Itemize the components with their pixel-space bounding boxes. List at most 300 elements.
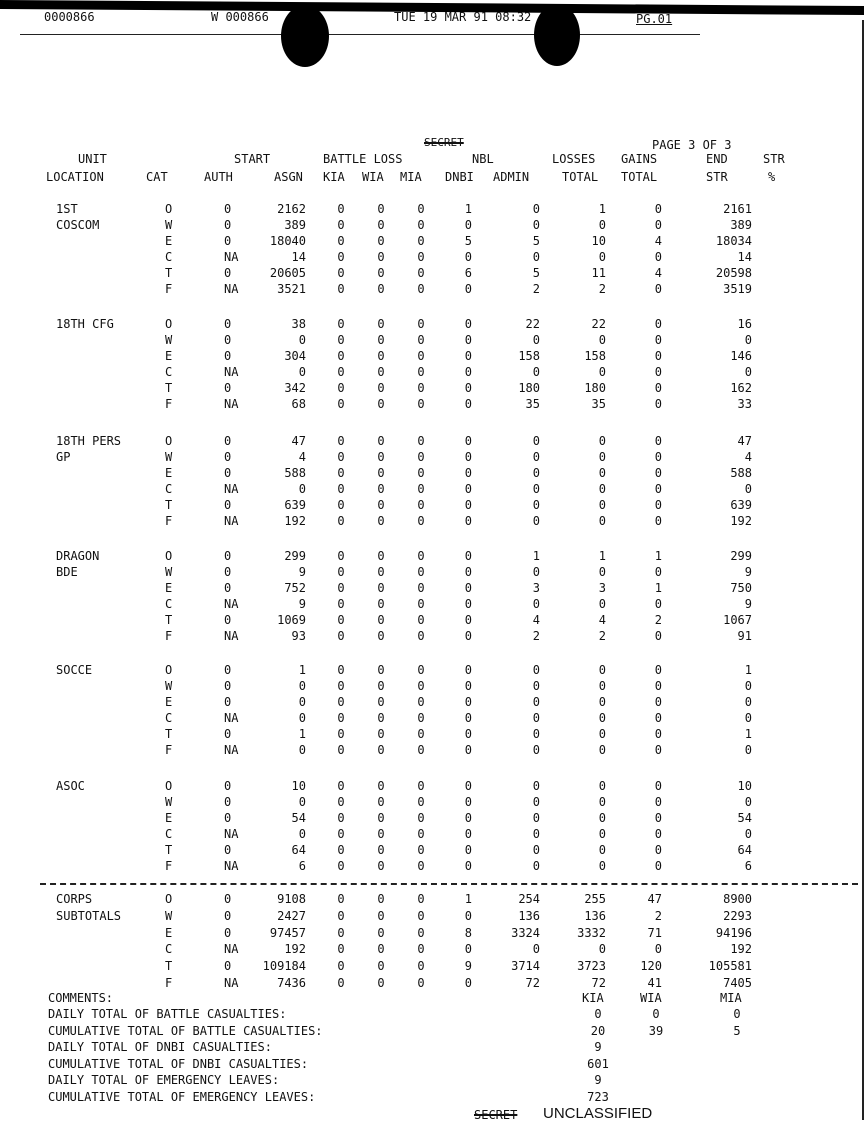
cell-asgn: 639 [284,498,306,512]
col-kia: KIA [323,170,345,184]
table-row [0,234,864,250]
cell-admin: 0 [532,250,540,264]
cell-wia: 0 [377,908,385,923]
cell-wia: 0 [377,434,385,448]
subtotal-divider [40,883,858,885]
cell-asgn: 0 [298,679,306,693]
cell-end-str: 3519 [723,282,752,296]
cell-gains-total: 0 [654,743,662,757]
cell-end-str: 7405 [723,976,752,990]
cell-mia: 0 [417,695,425,709]
comment-value-wia: 39 [648,1023,664,1038]
cell-dnbi: 0 [464,349,472,363]
cell-losses-total: 0 [598,450,606,464]
comment-value-kia: 723 [587,1089,609,1104]
cell-mia: 0 [417,629,425,643]
col-str-pct: % [768,170,776,184]
cell-dnbi: 0 [464,629,472,643]
cell-wia: 0 [377,397,385,411]
cell-wia: 0 [377,827,385,841]
cell-admin: 5 [532,266,540,280]
cell-dnbi: 0 [464,711,472,725]
comment-line-label: CUMULATIVE TOTAL OF DNBI CASUALTIES: [48,1056,309,1071]
cell-kia: 0 [337,613,345,627]
comment-line-label: CUMULATIVE TOTAL OF EMERGENCY LEAVES: [48,1089,316,1104]
cell-auth: NA [224,282,239,296]
cell-wia: 0 [377,727,385,741]
cell-gains-total: 0 [654,514,662,528]
cell-admin: 2 [532,282,540,296]
cell-mia: 0 [417,679,425,693]
cell-admin: 0 [532,434,540,448]
cell-asgn: 9108 [277,892,306,906]
cell-losses-total: 3 [598,581,606,595]
cell-cat: T [165,843,173,857]
cell-kia: 0 [337,727,345,741]
cell-wia: 0 [377,333,385,347]
cell-cat: T [165,381,173,395]
unit-name: ASOC [56,779,85,793]
cell-wia: 0 [377,695,385,709]
col-cat: CAT [146,170,168,184]
cell-admin: 0 [532,779,540,793]
cell-cat: T [165,613,173,627]
cell-cat: T [165,498,173,512]
cell-end-str: 6 [744,859,752,873]
cell-gains-total: 0 [654,250,662,264]
cell-losses-total: 0 [598,843,606,857]
cell-end-str: 192 [730,514,752,528]
cell-dnbi: 0 [464,695,472,709]
cell-asgn: 14 [291,250,306,264]
table-row [0,892,864,908]
cell-mia: 0 [417,779,425,793]
cell-gains-total: 0 [654,218,662,232]
cell-end-str: 16 [737,317,752,331]
cell-dnbi: 0 [464,333,472,347]
cell-asgn: 4 [298,450,306,464]
cell-admin: 0 [532,482,540,496]
cell-mia: 0 [417,234,425,248]
cell-auth: 0 [224,434,232,448]
cell-kia: 0 [337,514,345,528]
cell-cat: E [165,695,173,709]
cell-asgn: 389 [284,218,306,232]
redaction-mark [281,5,329,67]
cell-auth: 0 [224,908,232,923]
cell-gains-total: 1 [654,581,662,595]
cell-losses-total: 10 [591,234,606,248]
cell-cat: F [165,514,173,528]
cell-auth: 0 [224,317,232,331]
cell-end-str: 1 [744,727,752,741]
cell-asgn: 0 [298,333,306,347]
cell-kia: 0 [337,925,345,940]
cell-admin: 4 [532,613,540,627]
comment-line-label: CUMULATIVE TOTAL OF BATTLE CASUALTIES: [48,1023,323,1038]
table-row [0,959,864,975]
cell-cat: W [165,333,173,347]
cell-auth: NA [224,743,239,757]
cell-admin: 0 [532,727,540,741]
cell-asgn: 0 [298,482,306,496]
cell-gains-total: 0 [654,450,662,464]
cell-gains-total: 4 [654,266,662,280]
col-end-str: STR [706,170,728,184]
cell-wia: 0 [377,202,385,216]
cell-gains-total: 0 [654,695,662,709]
cell-mia: 0 [417,859,425,873]
cell-asgn: 588 [284,466,306,480]
cell-dnbi: 0 [464,549,472,563]
cell-dnbi: 8 [464,925,472,940]
cell-kia: 0 [337,450,345,464]
cell-admin: 180 [518,381,540,395]
cell-dnbi: 0 [464,795,472,809]
cell-cat: C [165,942,173,957]
cell-cat: F [165,629,173,643]
page-code: PG.01 [636,12,673,26]
cell-gains-total: 0 [654,349,662,363]
cell-asgn: 0 [298,695,306,709]
table-row [0,976,864,992]
cell-losses-total: 0 [598,779,606,793]
cell-wia: 0 [377,266,385,280]
cell-cat: F [165,743,173,757]
cell-cat: W [165,795,173,809]
cell-auth: NA [224,859,239,873]
comment-line-label: DAILY TOTAL OF BATTLE CASUALTIES: [48,1007,287,1021]
w-id: W 000866 [211,10,269,24]
cell-gains-total: 0 [654,795,662,809]
cell-asgn: 68 [291,397,306,411]
unit-name: DRAGON [56,549,100,563]
table-row [0,349,864,365]
table-row [0,250,864,266]
cell-dnbi: 0 [464,679,472,693]
cell-wia: 0 [377,843,385,857]
cell-kia: 0 [337,365,345,379]
cell-cat: W [165,679,173,693]
cell-losses-total: 3332 [577,925,606,940]
cell-end-str: 2293 [723,908,752,923]
cell-losses-total: 0 [598,514,606,528]
cell-dnbi: 0 [464,581,472,595]
cell-wia: 0 [377,514,385,528]
cell-admin: 254 [518,892,540,906]
cell-dnbi: 0 [464,811,472,825]
cell-asgn: 93 [291,629,306,643]
cell-wia: 0 [377,565,385,579]
cell-wia: 0 [377,795,385,809]
cell-auth: 0 [224,843,232,857]
cell-kia: 0 [337,202,345,216]
cell-dnbi: 0 [464,397,472,411]
cell-dnbi: 0 [464,282,472,296]
cell-kia: 0 [337,892,345,906]
cell-dnbi: 0 [464,942,472,957]
cell-losses-total: 0 [598,565,606,579]
cell-mia: 0 [417,333,425,347]
cell-mia: 0 [417,663,425,677]
cell-admin: 0 [532,695,540,709]
cell-losses-total: 0 [598,218,606,232]
cell-cat: E [165,811,173,825]
cell-admin: 72 [525,976,540,990]
cell-wia: 0 [377,663,385,677]
cell-admin: 0 [532,859,540,873]
cell-losses-total: 0 [598,827,606,841]
cell-end-str: 0 [744,743,752,757]
cell-kia: 0 [337,597,345,611]
cell-kia: 0 [337,434,345,448]
col-admin: ADMIN [493,170,530,184]
table-row [0,727,864,743]
cell-losses-total: 158 [584,349,606,363]
table-row [0,549,864,565]
cell-cat: O [165,779,173,793]
cell-gains-total: 0 [654,466,662,480]
unit-name: SOCCE [56,663,93,677]
header-rule [20,34,700,35]
cell-mia: 0 [417,266,425,280]
cell-wia: 0 [377,349,385,363]
cell-auth: 0 [224,695,232,709]
cell-auth: 0 [224,663,232,677]
cell-cat: T [165,959,173,974]
cell-kia: 0 [337,942,345,957]
cell-wia: 0 [377,925,385,940]
cell-admin: 1 [532,549,540,563]
cell-kia: 0 [337,234,345,248]
unit-name: BDE [56,565,78,579]
col-end: END [706,152,728,166]
cell-admin: 0 [532,942,540,957]
cell-dnbi: 1 [464,892,472,906]
cell-kia: 0 [337,466,345,480]
cell-kia: 0 [337,843,345,857]
cell-cat: E [165,581,173,595]
cell-wia: 0 [377,959,385,974]
cell-dnbi: 0 [464,859,472,873]
cell-losses-total: 180 [584,381,606,395]
cell-asgn: 342 [284,381,306,395]
cell-cat: C [165,482,173,496]
cell-kia: 0 [337,743,345,757]
cell-asgn: 0 [298,711,306,725]
table-row [0,266,864,282]
col-unit: UNIT [78,152,107,166]
cell-auth: NA [224,397,239,411]
col-asgn: ASGN [274,170,303,184]
cell-admin: 0 [532,514,540,528]
cell-asgn: 97457 [269,925,306,940]
cell-dnbi: 0 [464,743,472,757]
table-row [0,909,864,925]
cell-asgn: 3521 [277,282,306,296]
cell-end-str: 750 [730,581,752,595]
col-location: LOCATION [46,170,104,184]
cell-asgn: 6 [298,859,306,873]
cell-admin: 3714 [511,959,540,974]
cell-gains-total: 71 [647,925,662,940]
cell-end-str: 9 [744,565,752,579]
cell-losses-total: 0 [598,679,606,693]
cell-losses-total: 136 [584,908,606,923]
cell-cat: O [165,663,173,677]
table-row [0,711,864,727]
cell-dnbi: 1 [464,202,472,216]
cell-mia: 0 [417,381,425,395]
cell-kia: 0 [337,679,345,693]
cell-gains-total: 0 [654,397,662,411]
cell-mia: 0 [417,202,425,216]
cell-cat: E [165,234,173,248]
cell-mia: 0 [417,727,425,741]
cell-mia: 0 [417,581,425,595]
doc-id: 0000866 [44,10,95,24]
cell-losses-total: 11 [591,266,606,280]
cell-dnbi: 0 [464,434,472,448]
cell-admin: 0 [532,450,540,464]
cell-gains-total: 41 [647,976,662,990]
comment-value-kia: 0 [594,1007,602,1021]
cell-losses-total: 0 [598,663,606,677]
cell-gains-total: 4 [654,234,662,248]
cell-wia: 0 [377,597,385,611]
cell-kia: 0 [337,695,345,709]
cell-losses-total: 0 [598,859,606,873]
cell-end-str: 54 [737,811,752,825]
comments-col-wia: WIA [640,991,662,1005]
cell-losses-total: 1 [598,549,606,563]
cell-wia: 0 [377,218,385,232]
cell-admin: 0 [532,843,540,857]
cell-dnbi: 0 [464,779,472,793]
cell-dnbi: 0 [464,514,472,528]
cell-kia: 0 [337,711,345,725]
cell-mia: 0 [417,827,425,841]
table-row [0,482,864,498]
comment-value-mia: 5 [733,1023,741,1038]
cell-kia: 0 [337,663,345,677]
cell-dnbi: 0 [464,565,472,579]
table-row [0,317,864,333]
cell-wia: 0 [377,381,385,395]
table-row [0,434,864,450]
col-gains-total: TOTAL [621,170,658,184]
cell-end-str: 299 [730,549,752,563]
cell-kia: 0 [337,218,345,232]
cell-mia: 0 [417,795,425,809]
unit-name: 1ST [56,202,78,216]
cell-kia: 0 [337,282,345,296]
comment-value-wia: 0 [652,1007,660,1021]
cell-admin: 0 [532,333,540,347]
cell-auth: 0 [224,613,232,627]
cell-auth: NA [224,365,239,379]
table-row [0,466,864,482]
cell-asgn: 109184 [262,959,306,974]
cell-wia: 0 [377,234,385,248]
cell-asgn: 299 [284,549,306,563]
cell-end-str: 9 [744,597,752,611]
cell-end-str: 0 [744,795,752,809]
cell-end-str: 146 [730,349,752,363]
cell-losses-total: 35 [591,397,606,411]
cell-auth: 0 [224,959,232,974]
cell-mia: 0 [417,811,425,825]
cell-kia: 0 [337,250,345,264]
cell-gains-total: 47 [647,892,662,906]
cell-asgn: 64 [291,843,306,857]
cell-auth: 0 [224,218,232,232]
cell-losses-total: 0 [598,365,606,379]
cell-kia: 0 [337,266,345,280]
cell-dnbi: 0 [464,908,472,923]
cell-wia: 0 [377,581,385,595]
cell-asgn: 20605 [269,266,306,280]
table-row [0,795,864,811]
cell-kia: 0 [337,549,345,563]
unit-name: COSCOM [56,218,100,232]
cell-cat: E [165,349,173,363]
cell-kia: 0 [337,381,345,395]
cell-kia: 0 [337,565,345,579]
cell-admin: 0 [532,565,540,579]
cell-cat: W [165,565,173,579]
cell-losses-total: 0 [598,333,606,347]
cell-auth: 0 [224,202,232,216]
cell-losses-total: 0 [598,695,606,709]
cell-wia: 0 [377,250,385,264]
cell-end-str: 0 [744,365,752,379]
cell-kia: 0 [337,349,345,363]
cell-asgn: 9 [298,597,306,611]
cell-dnbi: 0 [464,218,472,232]
cell-auth: NA [224,976,239,990]
cell-admin: 0 [532,466,540,480]
table-row [0,498,864,514]
comment-line-label: DAILY TOTAL OF EMERGENCY LEAVES: [48,1073,280,1087]
table-row [0,613,864,629]
cell-auth: 0 [224,549,232,563]
cell-cat: O [165,892,173,906]
cell-mia: 0 [417,959,425,974]
cell-gains-total: 0 [654,727,662,741]
cell-mia: 0 [417,711,425,725]
cell-gains-total: 0 [654,779,662,793]
cell-cat: C [165,365,173,379]
cell-kia: 0 [337,317,345,331]
cell-auth: 0 [224,565,232,579]
col-nbl: NBL [472,152,494,166]
cell-kia: 0 [337,859,345,873]
cell-admin: 0 [532,795,540,809]
cell-mia: 0 [417,450,425,464]
cell-gains-total: 120 [640,959,662,974]
cell-gains-total: 0 [654,942,662,957]
cell-wia: 0 [377,892,385,906]
cell-mia: 0 [417,282,425,296]
table-row [0,381,864,397]
cell-dnbi: 0 [464,450,472,464]
cell-auth: 0 [224,581,232,595]
cell-admin: 3 [532,581,540,595]
cell-end-str: 4 [744,450,752,464]
cell-mia: 0 [417,482,425,496]
cell-cat: C [165,597,173,611]
